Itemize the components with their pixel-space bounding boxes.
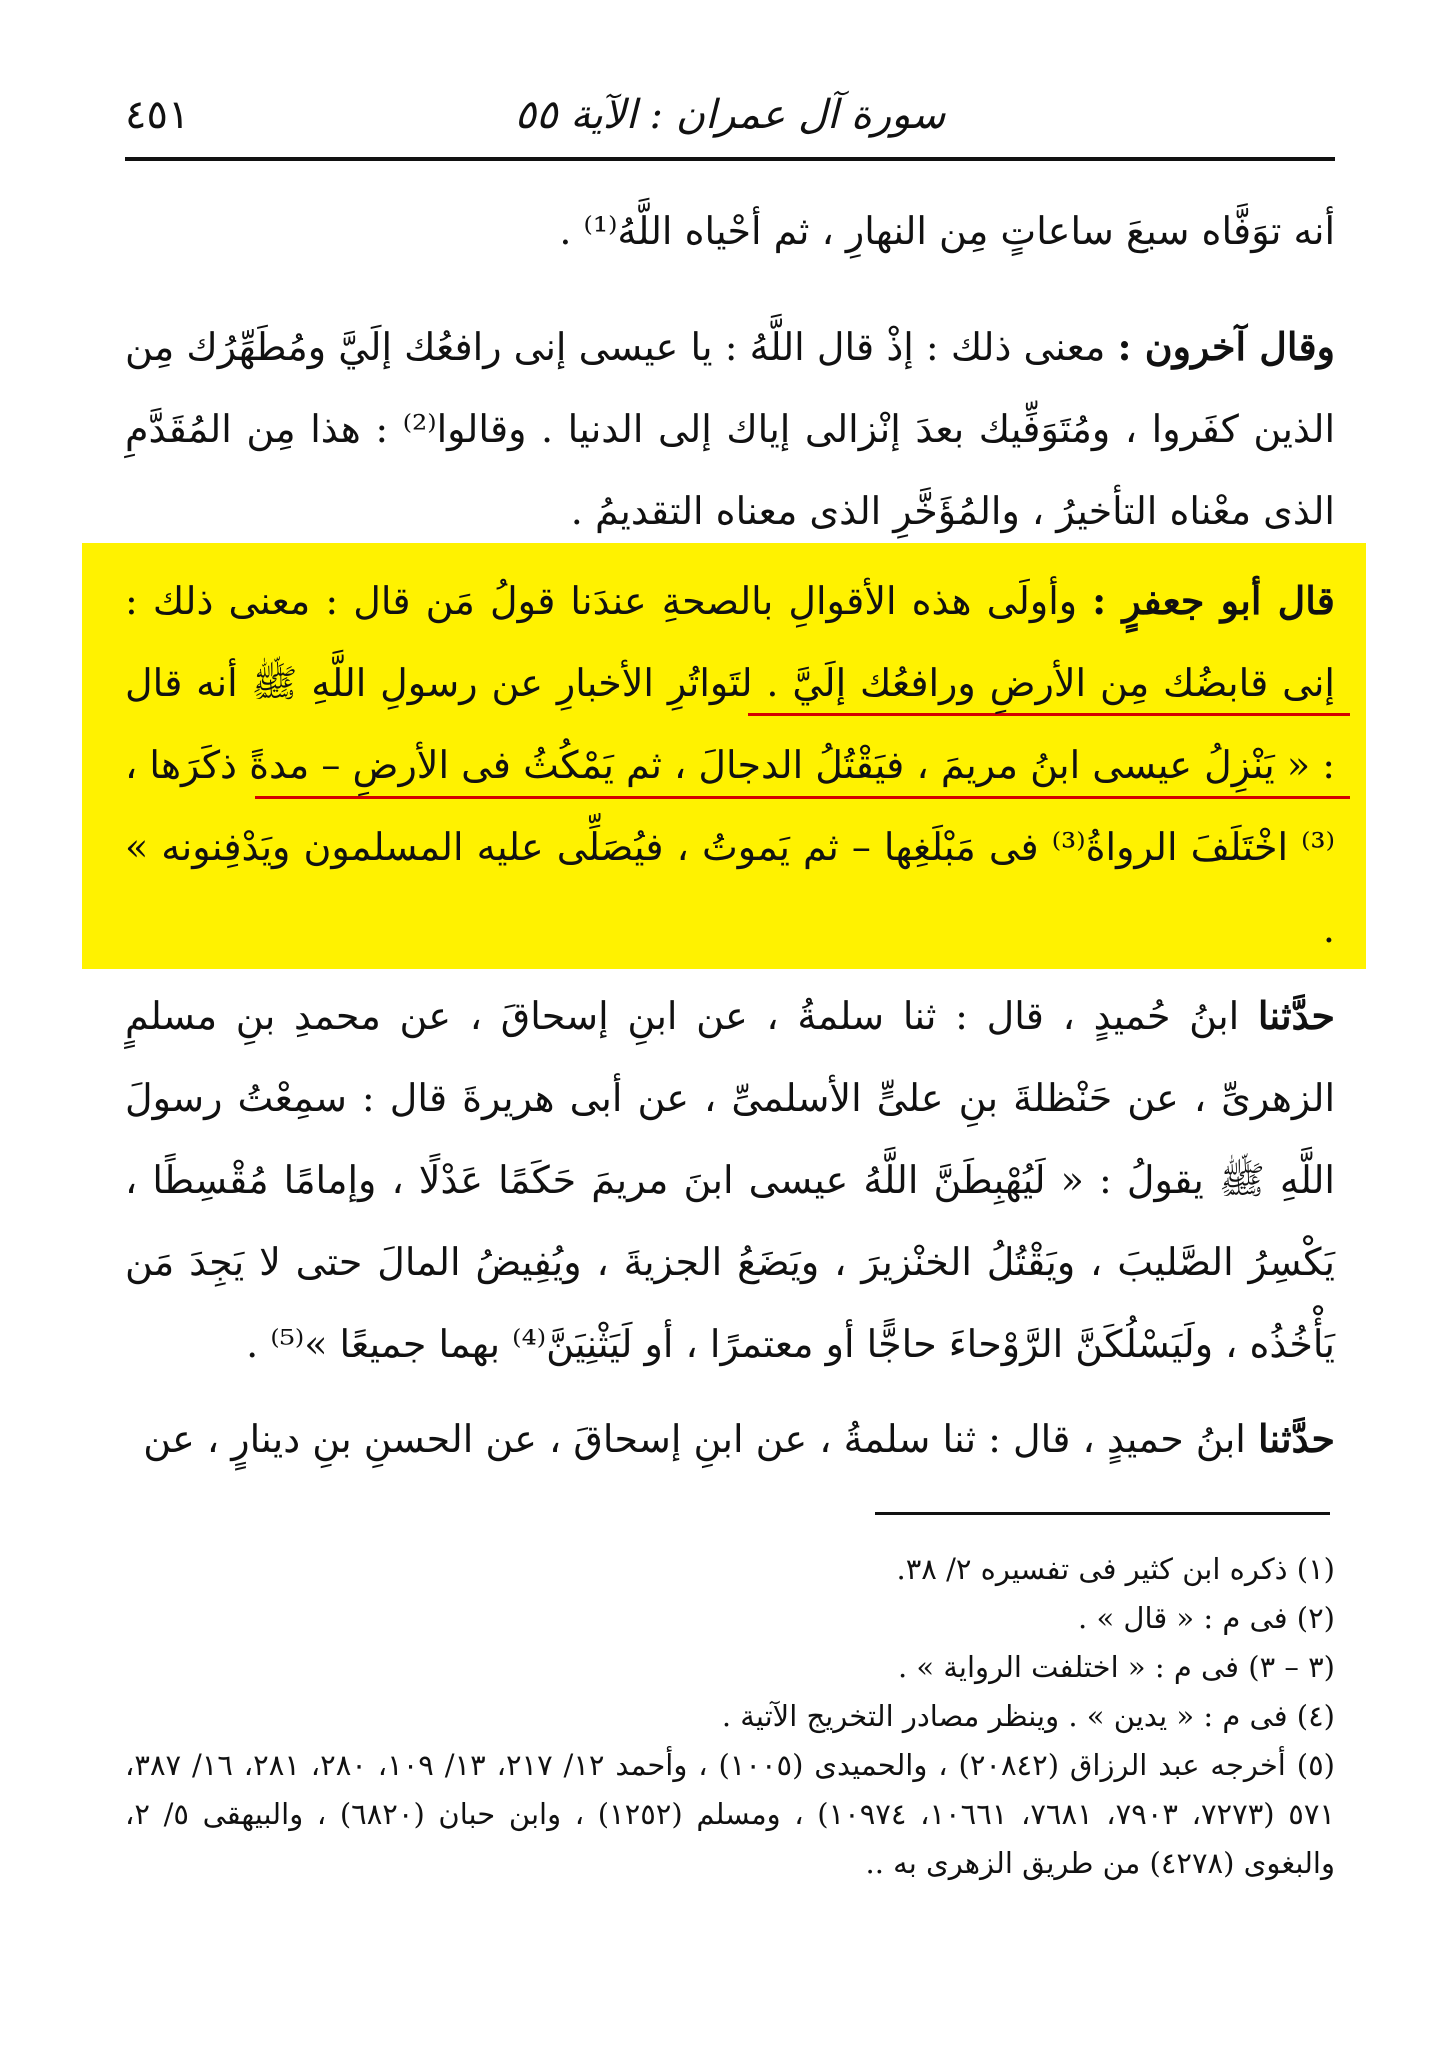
- paragraph-lead: قال أبو جعفرٍ :: [1092, 578, 1335, 623]
- paragraph-hadith-1: [125, 975, 1335, 1385]
- footnote: (٥) أخرجه عبد الرزاق (٢٠٨٤٢) ، والحميدى (١٠٠٥) ، وأحمد ١٢/ ٢١٧، ١٣/ ١٠٩، ٢٨٠، ٢٨١، ١٦/ ٣٨٧، ٥٧١ (٧٢٧٣، ٧٩٠٣، ٧٦٨١، ١٠٦٦١، ١٠٩٧٤) ، ومسلم (١٢٥٢) ، وابن حبان (٦٨٢٠) ، والبيهقى ٥/ ٢، والبغوى (٤٢٧٨) من طريق الزهرى به ..: [125, 1748, 1335, 1880]
- running-header: [125, 92, 1335, 156]
- footnotes: [125, 1545, 1335, 1888]
- paragraph-abu-jafar: [125, 560, 1335, 970]
- paragraph-text: ابنُ حُميدٍ ، قال : ثنا سلمةُ ، عن ابنِ إسحاقَ ، عن محمدِ بنِ مسلمٍ الزهرىِّ ، عن حَنْظلةَ بنِ علىٍّ الأسلمىِّ ، عن أبى هريرةَ قال : سمِعْتُ رسولَ اللَّهِ ﷺ يقولُ : « لَيُهْبِطَنَّ اللَّهُ عيسى ابنَ مريمَ حَكَمًا عَدْلًا ، وإمامًا مُقْسِطًا ، يَكْسِرُ الصَّليبَ ، ويَقْتُلُ الخنْزيرَ ، ويَضَعُ الجزيةَ ، ويُفِيضُ المالَ حتى لا يَجِدَ مَن يَأْخُذُه ، ولَيَسْلُكَنَّ الرَّوْحاءَ حاجًّا أو معتمرًا ، أو لَيَثْنِيَنَّ⁽⁴⁾ بهما جميعًا »⁽⁵⁾ .: [125, 994, 1335, 1366]
- paragraph-text: معنى ذلك : إذْ قال اللَّهُ : يا عيسى إنى رافعُك إلَيَّ ومُطَهِّرُك مِن الذين كفَروا ، ومُتَوَفِّيك بعدَ إنْزالى إياك إلى الدنيا . وقالوا⁽²⁾ : هذا مِن المُقَدَّمِ الذى معْناه التأخيرُ ، والمُؤَخَّرِ الذى معناه التقديمُ .: [125, 325, 1336, 533]
- paragraph-continuation: [130, 190, 1335, 272]
- footnote: (٢) فى م : « قال » .: [1078, 1601, 1335, 1635]
- footnote: (١) ذكره ابن كثير فى تفسيره ٢/ ٣٨.: [896, 1552, 1335, 1586]
- page-number: ٤٥١: [125, 92, 190, 138]
- footnote: (٣ – ٣) فى م : « اختلفت الرواية » .: [897, 1650, 1335, 1684]
- footnote-rule: [875, 1512, 1330, 1515]
- paragraph-lead: حدَّثنا: [1257, 993, 1335, 1038]
- running-title: سورة آل عمران : الآية ٥٥: [514, 92, 946, 138]
- paragraph-text: ابنُ حميدٍ ، قال : ثنا سلمةُ ، عن ابنِ إسحاقَ ، عن الحسنِ بنِ دينارٍ ، عن: [143, 1417, 1246, 1461]
- header-rule: [125, 157, 1335, 161]
- paragraph-lead: وقال آخرون :: [1117, 324, 1335, 369]
- paragraph-text: وأولَى هذه الأقوالِ بالصحةِ عندَنا قولُ مَن قال : معنى ذلك : إنى قابضُك مِن الأرضِ ورافعُك إلَيَّ . لتَواتُرِ الأخبارِ عن رسولِ اللَّهِ ﷺ أنه قال : « يَنْزِلُ عيسى ابنُ مريمَ ، فيَقْتُلُ الدجالَ ، ثم يَمْكُثُ فى الأرضِ – مدةً ذكَرَها ، ⁽³⁾ اخْتَلَفَ الرواةُ⁽³⁾ فى مَبْلَغِها – ثم يَموتُ ، فيُصَلِّى عليه المسلمون ويَدْفِنونه » .: [125, 579, 1335, 951]
- paragraph-others-view: [125, 306, 1335, 552]
- paragraph-lead: حدَّثنا: [1257, 1416, 1335, 1461]
- paragraph-hadith-2: [125, 1398, 1335, 1480]
- footnote: (٤) فى م : « يدين » . وينظر مصادر التخريج الآتية .: [721, 1699, 1335, 1733]
- paragraph-text: أنه توَفَّاه سبعَ ساعاتٍ مِن النهارِ ، ثم أحْياه اللَّهُ⁽¹⁾ .: [559, 209, 1335, 253]
